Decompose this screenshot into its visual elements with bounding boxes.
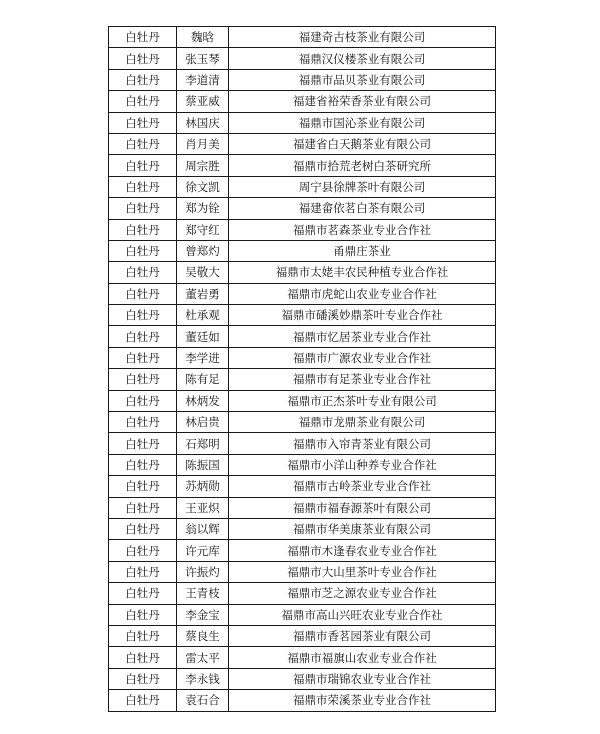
producer-name-cell: 李永钱 — [177, 668, 229, 689]
table-row — [109, 647, 496, 668]
producer-name-cell: 杜承观 — [177, 305, 229, 326]
table-row — [109, 240, 496, 261]
table-row — [109, 433, 496, 454]
table-row — [109, 412, 496, 433]
producer-name-cell: 蔡良生 — [177, 625, 229, 646]
producer-name-cell: 林启贵 — [177, 412, 229, 433]
producer-name-cell: 翁以辉 — [177, 518, 229, 539]
table-row — [109, 91, 496, 112]
company-name-cell: 福鼎市大山里茶叶专业合作社 — [229, 561, 496, 582]
company-name-cell: 福鼎市木逢春农业专业合作社 — [229, 540, 496, 561]
table-row — [109, 176, 496, 197]
producer-name-cell: 魏晗 — [177, 27, 229, 48]
table-row — [109, 198, 496, 219]
company-name-cell: 福鼎市磻溪妙鼎茶叶专业合作社 — [229, 305, 496, 326]
tea-variety-cell: 白牡丹 — [109, 454, 177, 475]
tea-variety-cell: 白牡丹 — [109, 69, 177, 90]
producer-name-cell: 许元库 — [177, 540, 229, 561]
company-name-cell: 福鼎市正杰茶叶专业有限公司 — [229, 390, 496, 411]
producer-name-cell: 张玉琴 — [177, 48, 229, 69]
table-row — [109, 668, 496, 689]
company-name-cell: 周宁县徐牌茶叶有限公司 — [229, 176, 496, 197]
table-row — [109, 283, 496, 304]
company-name-cell: 福鼎汉仪楼茶业有限公司 — [229, 48, 496, 69]
table-row — [109, 155, 496, 176]
tea-variety-cell: 白牡丹 — [109, 625, 177, 646]
company-name-cell: 福鼎市拾荒老树白茶研究所 — [229, 155, 496, 176]
producer-name-cell: 蔡亚威 — [177, 91, 229, 112]
table-row — [109, 133, 496, 154]
tea-variety-cell: 白牡丹 — [109, 390, 177, 411]
company-name-cell: 福建畲依茗白茶有限公司 — [229, 198, 496, 219]
producer-name-cell: 王亚炽 — [177, 497, 229, 518]
company-name-cell: 福鼎市国沁茶业有限公司 — [229, 112, 496, 133]
producer-name-cell: 王青枝 — [177, 583, 229, 604]
company-name-cell: 福鼎市广源农业专业合作社 — [229, 347, 496, 368]
company-name-cell: 福鼎市龙鼎茶业有限公司 — [229, 412, 496, 433]
company-name-cell: 福鼎市入帘青茶业有限公司 — [229, 433, 496, 454]
tea-variety-cell: 白牡丹 — [109, 48, 177, 69]
company-name-cell: 福鼎市荣溪茶业专业合作社 — [229, 690, 496, 711]
company-name-cell: 福鼎市太姥丰农民种植专业合作社 — [229, 262, 496, 283]
tea-variety-cell: 白牡丹 — [109, 476, 177, 497]
company-name-cell: 福鼎市古岭茶业专业合作社 — [229, 476, 496, 497]
tea-variety-cell: 白牡丹 — [109, 668, 177, 689]
tea-variety-cell: 白牡丹 — [109, 604, 177, 625]
table-row — [109, 48, 496, 69]
company-name-cell: 福鼎市福春源茶叶有限公司 — [229, 497, 496, 518]
table-row — [109, 476, 496, 497]
tea-variety-cell: 白牡丹 — [109, 240, 177, 261]
table-row — [109, 27, 496, 48]
tea-variety-cell: 白牡丹 — [109, 690, 177, 711]
table-row — [109, 112, 496, 133]
producer-name-cell: 石郑明 — [177, 433, 229, 454]
producer-name-cell: 李学进 — [177, 347, 229, 368]
award-list-body — [109, 27, 496, 712]
tea-variety-cell: 白牡丹 — [109, 133, 177, 154]
tea-variety-cell: 白牡丹 — [109, 155, 177, 176]
table-row — [109, 604, 496, 625]
table-row — [109, 583, 496, 604]
producer-name-cell: 曾郑灼 — [177, 240, 229, 261]
company-name-cell: 福鼎市有足茶业专业合作社 — [229, 369, 496, 390]
tea-variety-cell: 白牡丹 — [109, 27, 177, 48]
producer-name-cell: 苏炳勋 — [177, 476, 229, 497]
tea-variety-cell: 白牡丹 — [109, 540, 177, 561]
producer-name-cell: 吴敬大 — [177, 262, 229, 283]
table-row — [109, 497, 496, 518]
producer-name-cell: 周宗胜 — [177, 155, 229, 176]
producer-name-cell: 袁石合 — [177, 690, 229, 711]
table-row — [109, 454, 496, 475]
tea-variety-cell: 白牡丹 — [109, 518, 177, 539]
table-row — [109, 347, 496, 368]
company-name-cell: 福鼎市福旗山农业专业合作社 — [229, 647, 496, 668]
company-name-cell: 福鼎市瑞锦农业专业合作社 — [229, 668, 496, 689]
tea-variety-cell: 白牡丹 — [109, 91, 177, 112]
tea-variety-cell: 白牡丹 — [109, 326, 177, 347]
tea-variety-cell: 白牡丹 — [109, 198, 177, 219]
company-name-cell: 福鼎市小洋山种养专业合作社 — [229, 454, 496, 475]
tea-variety-cell: 白牡丹 — [109, 112, 177, 133]
table-row — [109, 369, 496, 390]
tea-variety-cell: 白牡丹 — [109, 262, 177, 283]
company-name-cell: 福鼎市忆居茶业专业合作社 — [229, 326, 496, 347]
table-row — [109, 262, 496, 283]
producer-name-cell: 肖月美 — [177, 133, 229, 154]
tea-variety-cell: 白牡丹 — [109, 176, 177, 197]
company-name-cell: 甬鼎庄茶业 — [229, 240, 496, 261]
company-name-cell: 福建省白天鹅茶业有限公司 — [229, 133, 496, 154]
table-row — [109, 518, 496, 539]
tea-variety-cell: 白牡丹 — [109, 583, 177, 604]
producer-name-cell: 徐文凯 — [177, 176, 229, 197]
company-name-cell: 福鼎市高山兴旺农业专业合作社 — [229, 604, 496, 625]
company-name-cell: 福建省裕荣香茶业有限公司 — [229, 91, 496, 112]
producer-name-cell: 郑为铨 — [177, 198, 229, 219]
table-row — [109, 69, 496, 90]
tea-variety-cell: 白牡丹 — [109, 305, 177, 326]
producer-name-cell: 陈有足 — [177, 369, 229, 390]
producer-name-cell: 董廷如 — [177, 326, 229, 347]
table-row — [109, 390, 496, 411]
tea-variety-cell: 白牡丹 — [109, 347, 177, 368]
tea-variety-cell: 白牡丹 — [109, 369, 177, 390]
award-list-table — [108, 26, 496, 712]
company-name-cell: 福鼎市茗森茶业专业合作社 — [229, 219, 496, 240]
table-row — [109, 305, 496, 326]
producer-name-cell: 陈振国 — [177, 454, 229, 475]
company-name-cell: 福鼎市芝之源农业专业合作社 — [229, 583, 496, 604]
tea-variety-cell: 白牡丹 — [109, 219, 177, 240]
table-row — [109, 219, 496, 240]
producer-name-cell: 许振灼 — [177, 561, 229, 582]
tea-variety-cell: 白牡丹 — [109, 433, 177, 454]
tea-variety-cell: 白牡丹 — [109, 283, 177, 304]
company-name-cell: 福鼎市虎蛇山农业专业合作社 — [229, 283, 496, 304]
company-name-cell: 福建奇古枝茶业有限公司 — [229, 27, 496, 48]
tea-variety-cell: 白牡丹 — [109, 647, 177, 668]
company-name-cell: 福鼎市香茗园茶业有限公司 — [229, 625, 496, 646]
producer-name-cell: 雷太平 — [177, 647, 229, 668]
producer-name-cell: 林国庆 — [177, 112, 229, 133]
table-row — [109, 326, 496, 347]
company-name-cell: 福鼎市华美康茶业有限公司 — [229, 518, 496, 539]
tea-variety-cell: 白牡丹 — [109, 412, 177, 433]
producer-name-cell: 董岩勇 — [177, 283, 229, 304]
table-row — [109, 690, 496, 711]
producer-name-cell: 林炳发 — [177, 390, 229, 411]
producer-name-cell: 李金宝 — [177, 604, 229, 625]
producer-name-cell: 郑守红 — [177, 219, 229, 240]
table-row — [109, 561, 496, 582]
tea-variety-cell: 白牡丹 — [109, 497, 177, 518]
table-row — [109, 540, 496, 561]
table-row — [109, 625, 496, 646]
tea-variety-cell: 白牡丹 — [109, 561, 177, 582]
producer-name-cell: 李道清 — [177, 69, 229, 90]
company-name-cell: 福鼎市品贝茶业有限公司 — [229, 69, 496, 90]
